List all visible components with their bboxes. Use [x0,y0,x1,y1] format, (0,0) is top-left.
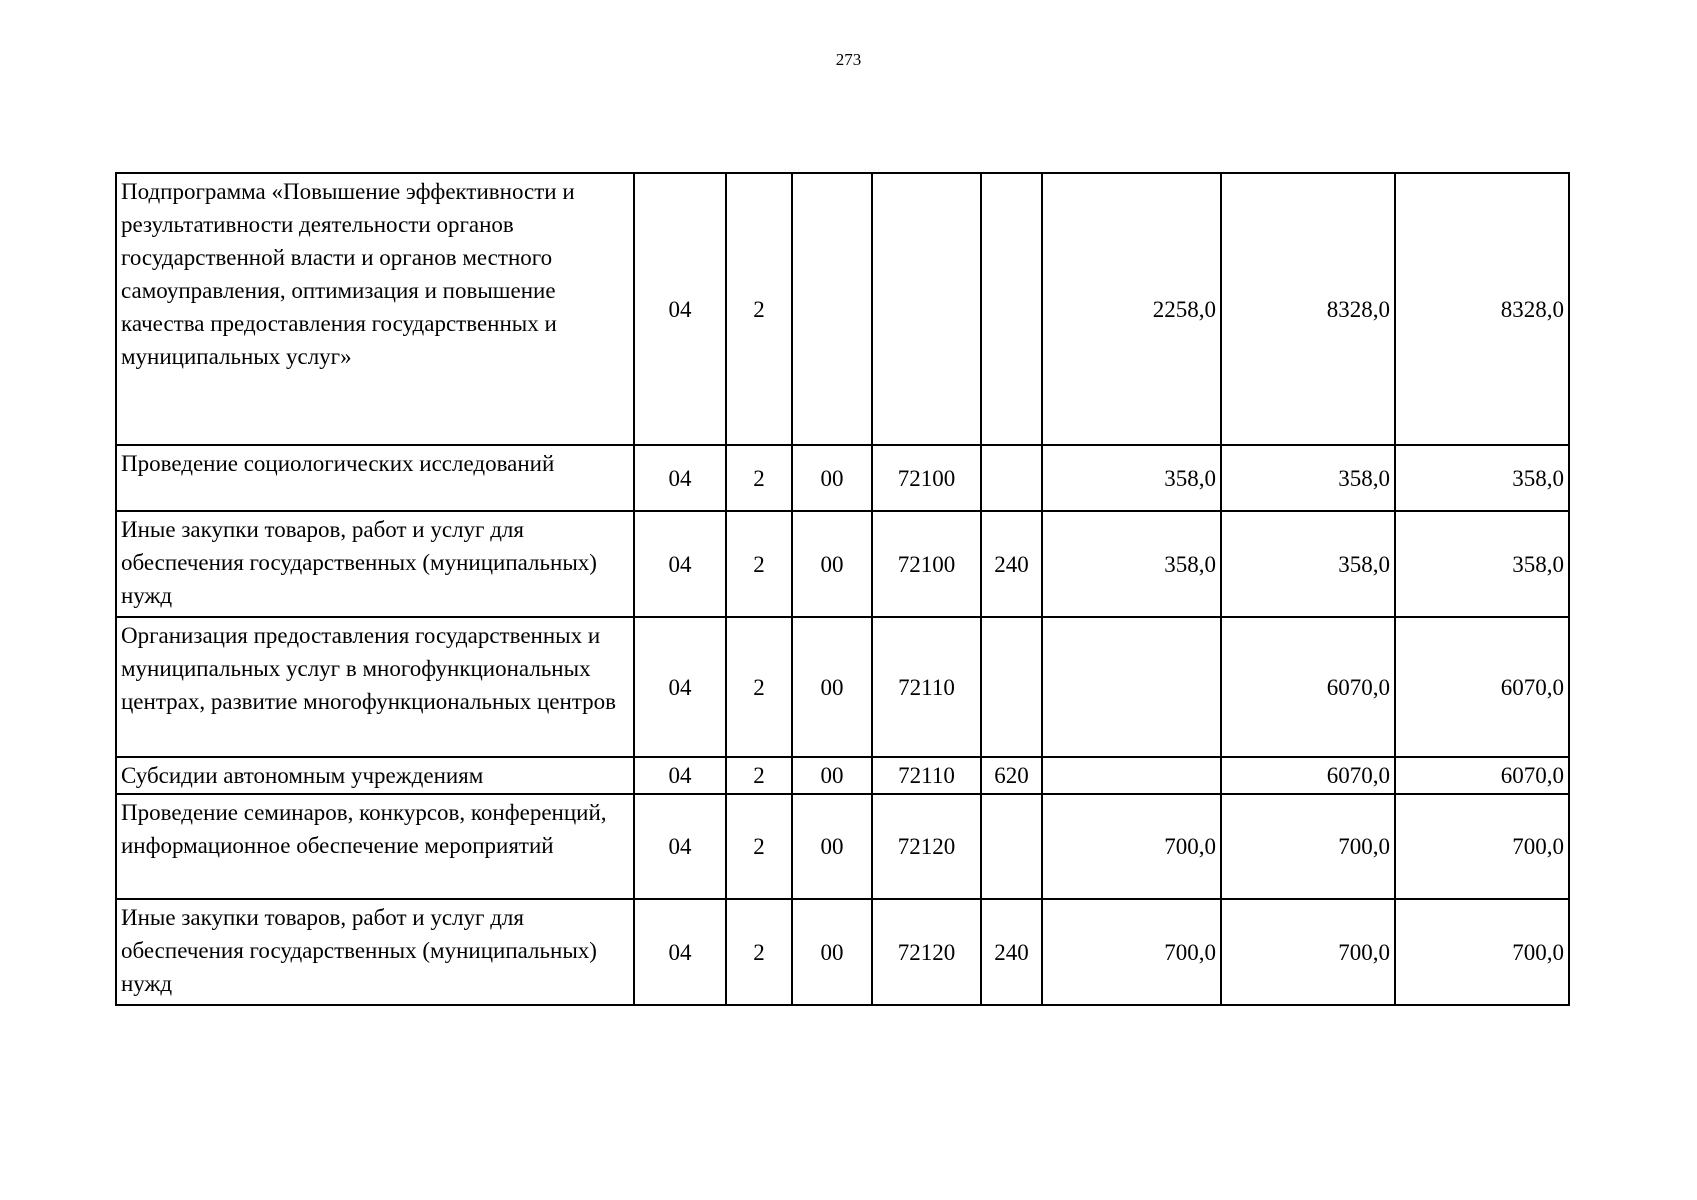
row-name: Проведение семинаров, конкурсов, конференций, информационное обеспечение мероприятий [116,794,634,899]
amount-year-2: 700,0 [1221,794,1395,899]
expense-type-code: 240 [981,899,1042,1005]
article-code [872,173,981,445]
amount-year-1: 358,0 [1042,445,1221,511]
section-code: 04 [634,794,726,899]
row-name: Проведение социологических исследований [116,445,634,511]
program-code: 2 [726,511,792,617]
program-code: 2 [726,899,792,1005]
table-row [116,899,1569,1005]
program-code: 2 [726,794,792,899]
page-number: 273 [835,50,862,69]
subprogram-code [792,173,872,445]
row-name: Иные закупки товаров, работ и услуг для обеспечения государственных (муниципальных) нужд [116,899,634,1005]
amount-year-3: 358,0 [1395,511,1569,617]
program-code: 2 [726,173,792,445]
subprogram-code: 00 [792,757,872,794]
budget-table [115,172,1570,1006]
table-row [116,511,1569,617]
article-code: 72120 [872,899,981,1005]
amount-year-1 [1042,757,1221,794]
expense-type-code: 240 [981,511,1042,617]
amount-year-2: 6070,0 [1221,757,1395,794]
table-row [116,794,1569,899]
row-name: Подпрограмма «Повышение эффективности и результативности деятельности органов государственной власти и органов местного самоуправления, оптимизация и повышение качества предоставления государственных и муниципальных услуг» [116,173,634,445]
program-code: 2 [726,757,792,794]
expense-type-code [981,617,1042,757]
subprogram-code: 00 [792,511,872,617]
amount-year-1: 358,0 [1042,511,1221,617]
expense-type-code [981,794,1042,899]
section-code: 04 [634,899,726,1005]
article-code: 72110 [872,617,981,757]
article-code: 72110 [872,757,981,794]
article-code: 72100 [872,511,981,617]
subprogram-code: 00 [792,899,872,1005]
amount-year-3: 8328,0 [1395,173,1569,445]
amount-year-1 [1042,617,1221,757]
amount-year-3: 700,0 [1395,899,1569,1005]
section-code: 04 [634,617,726,757]
amount-year-1: 700,0 [1042,899,1221,1005]
expense-type-code [981,445,1042,511]
amount-year-2: 358,0 [1221,445,1395,511]
amount-year-3: 700,0 [1395,794,1569,899]
subprogram-code: 00 [792,445,872,511]
amount-year-3: 358,0 [1395,445,1569,511]
amount-year-2: 6070,0 [1221,617,1395,757]
article-code: 72120 [872,794,981,899]
amount-year-2: 700,0 [1221,899,1395,1005]
expense-type-code: 620 [981,757,1042,794]
subprogram-code: 00 [792,794,872,899]
row-name: Организация предоставления государственных и муниципальных услуг в многофункциональных центрах, развитие многофункциональных центров [116,617,634,757]
table-row [116,757,1569,794]
amount-year-1: 2258,0 [1042,173,1221,445]
section-code: 04 [634,173,726,445]
amount-year-3: 6070,0 [1395,617,1569,757]
section-code: 04 [634,757,726,794]
table-row [116,173,1569,445]
program-code: 2 [726,617,792,757]
table-row [116,617,1569,757]
subprogram-code: 00 [792,617,872,757]
amount-year-2: 358,0 [1221,511,1395,617]
section-code: 04 [634,445,726,511]
amount-year-3: 6070,0 [1395,757,1569,794]
program-code: 2 [726,445,792,511]
expense-type-code [981,173,1042,445]
row-name: Иные закупки товаров, работ и услуг для обеспечения государственных (муниципальных) нужд [116,511,634,617]
row-name: Субсидии автономным учреждениям [116,757,634,794]
table-row [116,445,1569,511]
section-code: 04 [634,511,726,617]
article-code: 72100 [872,445,981,511]
amount-year-2: 8328,0 [1221,173,1395,445]
amount-year-1: 700,0 [1042,794,1221,899]
